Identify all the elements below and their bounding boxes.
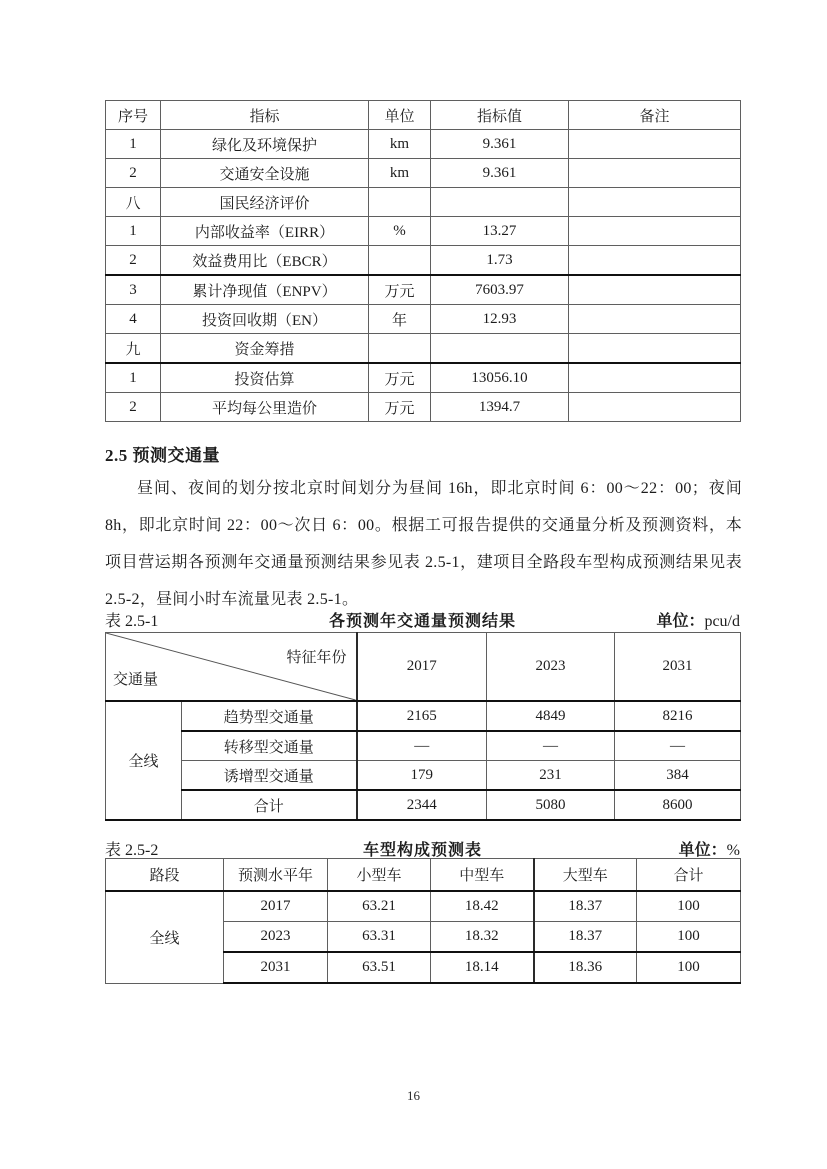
table-row	[106, 217, 741, 246]
table-label: 表 2.5-2	[105, 842, 159, 859]
col-header: 预测水平年	[224, 859, 328, 892]
cell: 2	[106, 393, 161, 422]
unit-value: %	[726, 842, 740, 859]
cell	[369, 246, 431, 276]
cell: 231	[487, 761, 615, 791]
cell: 2165	[357, 701, 487, 731]
cell: 1	[106, 130, 161, 159]
cell: 2344	[357, 790, 487, 820]
vehicle-composition-table	[105, 858, 741, 984]
cell	[369, 188, 431, 217]
col-header: 合计	[637, 859, 741, 892]
cell: —	[357, 731, 487, 761]
cell	[569, 217, 741, 246]
cell: km	[369, 130, 431, 159]
table-252-caption	[105, 837, 740, 859]
cell: 100	[637, 952, 741, 983]
cell	[569, 246, 741, 276]
cell: 效益费用比（EBCR）	[161, 246, 369, 276]
cell: 投资估算	[161, 363, 369, 393]
cell: 累计净现值（ENPV）	[161, 275, 369, 305]
col-header: 中型车	[431, 859, 534, 892]
cell: 18.14	[431, 952, 534, 983]
unit-label: 单位：	[656, 613, 705, 630]
cell: 2023	[224, 922, 328, 953]
col-header: 2023	[487, 633, 615, 702]
col-header: 大型车	[534, 859, 637, 892]
col-header: 指标	[161, 101, 369, 130]
cell: 1	[106, 363, 161, 393]
cell: 9.361	[431, 159, 569, 188]
cell: 八	[106, 188, 161, 217]
unit-label: 单位：	[678, 842, 727, 859]
table-row	[106, 305, 741, 334]
diagonal-bottom-label: 交通量	[113, 672, 159, 688]
cell: 63.51	[328, 952, 431, 983]
cell: —	[487, 731, 615, 761]
cell: 12.93	[431, 305, 569, 334]
cell: 万元	[369, 393, 431, 422]
unit-value: pcu/d	[704, 613, 740, 630]
cell: 5080	[487, 790, 615, 820]
cell: —	[615, 731, 741, 761]
cell: 18.42	[431, 891, 534, 922]
cell: 国民经济评价	[161, 188, 369, 217]
cell: 63.21	[328, 891, 431, 922]
cell	[369, 334, 431, 364]
table-row	[106, 731, 741, 761]
cell: 100	[637, 891, 741, 922]
cell: 万元	[369, 363, 431, 393]
traffic-forecast-table	[105, 632, 741, 821]
cell: 18.32	[431, 922, 534, 953]
indicator-summary-table	[105, 100, 741, 422]
table-row	[106, 701, 741, 731]
cell: 平均每公里造价	[161, 393, 369, 422]
diagonal-header-cell	[106, 633, 357, 702]
row-label: 合计	[182, 790, 357, 820]
col-header: 备注	[569, 101, 741, 130]
cell: 资金筹措	[161, 334, 369, 364]
cell: 2	[106, 246, 161, 276]
cell: 1394.7	[431, 393, 569, 422]
cell: 投资回收期（EN）	[161, 305, 369, 334]
table-header-row	[106, 633, 741, 702]
cell: 18.37	[534, 922, 637, 953]
col-header: 2031	[615, 633, 741, 702]
cell: km	[369, 159, 431, 188]
cell: 2031	[224, 952, 328, 983]
table-251-caption	[105, 608, 740, 630]
table-row	[106, 130, 741, 159]
table-row	[106, 363, 741, 393]
cell: 8600	[615, 790, 741, 820]
cell	[569, 363, 741, 393]
col-header: 指标值	[431, 101, 569, 130]
table-title: 车型构成预测表	[362, 842, 483, 859]
table-row	[106, 761, 741, 791]
col-header: 小型车	[328, 859, 431, 892]
cell: 179	[357, 761, 487, 791]
row-group-label: 全线	[106, 701, 182, 820]
row-label: 趋势型交通量	[182, 701, 357, 731]
cell: 100	[637, 922, 741, 953]
cell	[569, 334, 741, 364]
cell: 63.31	[328, 922, 431, 953]
table-header-row	[106, 101, 741, 130]
table-row	[106, 393, 741, 422]
cell: 8216	[615, 701, 741, 731]
table-row	[106, 159, 741, 188]
cell: 4	[106, 305, 161, 334]
cell: 九	[106, 334, 161, 364]
cell: 2017	[224, 891, 328, 922]
cell	[569, 305, 741, 334]
cell: 18.36	[534, 952, 637, 983]
cell	[431, 334, 569, 364]
body-paragraph: 昼间、夜间的划分按北京时间划分为昼间 16h，即北京时间 6：00～22：00；夜间 8h，即北京时间 22：00～次日 6：00。根据工可报告提供的交通量分析及预测资料，本项目营运期各预测年交通量预测结果参见表 2.5-1，建项目全路段车型构成预测结果见表 2.5-2，昼间小时车流量见表 2.5-1。	[105, 480, 742, 608]
table-row	[106, 790, 741, 820]
cell: 年	[369, 305, 431, 334]
cell	[569, 130, 741, 159]
cell: %	[369, 217, 431, 246]
table-row	[106, 188, 741, 217]
cell: 内部收益率（EIRR）	[161, 217, 369, 246]
row-label: 诱增型交通量	[182, 761, 357, 791]
table-row	[106, 246, 741, 276]
table-header-row	[106, 859, 741, 892]
cell: 绿化及环境保护	[161, 130, 369, 159]
cell	[569, 159, 741, 188]
cell: 9.361	[431, 130, 569, 159]
cell: 4849	[487, 701, 615, 731]
section-heading: 2.5 预测交通量	[105, 446, 220, 465]
table-row	[106, 891, 741, 922]
diagonal-top-label: 特征年份	[286, 650, 347, 666]
table-row	[106, 275, 741, 305]
table-unit	[656, 608, 740, 631]
col-header: 2017	[357, 633, 487, 702]
col-header: 序号	[106, 101, 161, 130]
cell: 18.37	[534, 891, 637, 922]
cell: 13.27	[431, 217, 569, 246]
cell: 7603.97	[431, 275, 569, 305]
table-label: 表 2.5-1	[105, 613, 159, 630]
cell	[431, 188, 569, 217]
cell: 交通安全设施	[161, 159, 369, 188]
table-unit	[679, 837, 740, 860]
cell: 3	[106, 275, 161, 305]
cell: 2	[106, 159, 161, 188]
cell: 384	[615, 761, 741, 791]
table-row	[106, 334, 741, 364]
table-title: 各预测年交通量预测结果	[328, 613, 517, 630]
col-header: 单位	[369, 101, 431, 130]
col-header: 路段	[106, 859, 224, 892]
cell	[569, 188, 741, 217]
row-group-label: 全线	[106, 891, 224, 983]
cell	[569, 393, 741, 422]
cell	[569, 275, 741, 305]
cell: 13056.10	[431, 363, 569, 393]
cell: 万元	[369, 275, 431, 305]
cell: 1	[106, 217, 161, 246]
cell: 1.73	[431, 246, 569, 276]
row-label: 转移型交通量	[182, 731, 357, 761]
page-number: 16	[407, 1088, 420, 1103]
